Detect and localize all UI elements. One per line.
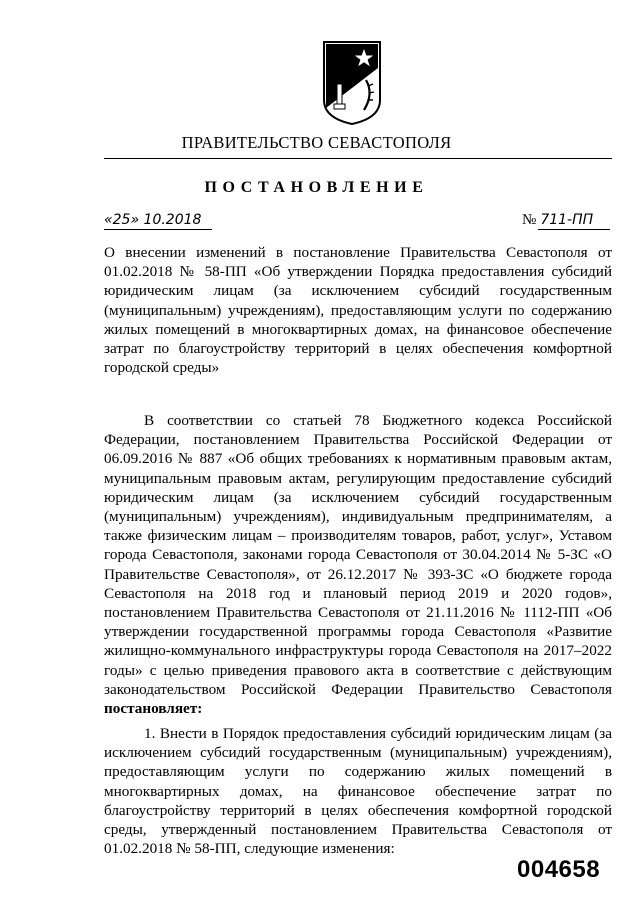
item-1 bbox=[104, 724, 612, 858]
document-number bbox=[522, 212, 593, 229]
preamble-text: В соответствии со статьей 78 Бюджетного кодекса Российской Федерации, постановлением Правительства Российской Федерации от 06.09.2016 № 887 «Об общих требованиях к нормативным правовым актам, муниципальным правовым актам, регулирующим предоставление субсидий юридическим лицам (за исключением субсидий государственным (муниципальным) учреждениям), индивидуальным предпринимателям, а также физическим лицам – производителям товаров, работ, услуг», Уставом города Севастополя, законами города Севастополя от 30.04.2014 № 5-ЗС «О Правительстве Севастополя», от 26.12.2017 № 393-ЗС «О бюджете города Севастополя на 2018 год и плановый период 2019 и 2020 годов», постановлением Правительства Севастополя от 21.11.2016 № 1112-ПП «Об утверждении государственной программы города Севастополя «Развитие жилищно-коммунального инфраструктуры города Севастополя на 2017–2022 годы» с целью приведения правового акта в соответствие с действующим законодательством Российской Федерации Правительство Севастополя bbox=[104, 412, 612, 698]
number-prefix: № bbox=[522, 212, 537, 228]
decree-keyword: постановляет: bbox=[104, 700, 203, 718]
title-text: О внесении изменений в постановление Правительства Севастополя от 01.02.2018 № 58-ПП «Об утверждении Порядка предоставления субсидий юридическим лицам (за исключением субсидий государственным (муниципальным) учреждениям), предоставляющим услуги по содержанию жилых помещений в многоквартирных домах, на финансовое обеспечение затрат по благоустройству территорий в целях обеспечения комфортной городской среды» bbox=[104, 244, 612, 377]
number-underline bbox=[538, 229, 610, 230]
number-value: 711-ПП bbox=[540, 212, 594, 228]
form-serial-number: 004658 bbox=[517, 856, 601, 883]
document-title bbox=[104, 243, 612, 377]
sevastopol-coat-of-arms-icon bbox=[320, 40, 384, 126]
preamble-paragraph bbox=[104, 411, 612, 718]
document-type: ПОСТАНОВЛЕНИЕ bbox=[204, 179, 429, 196]
item-1-text: 1. Внести в Порядок предоставления субсидий юридическим лицам (за исключением субсидий государственным (муниципальным) учреждениям), предоставляющим услуги по содержанию жилых помещений в многоквартирных домах, на финансовое обеспечение затрат по благоустройству территорий в целях обеспечения комфортной городской среды, утвержденный постановлением Правительства Севастополя от 01.02.2018 № 58-ПП, следующие изменения: bbox=[104, 725, 612, 858]
header-divider bbox=[104, 158, 612, 159]
government-name: ПРАВИТЕЛЬСТВО СЕВАСТОПОЛЯ bbox=[181, 133, 452, 152]
date-underline bbox=[104, 229, 212, 230]
preamble bbox=[104, 411, 612, 718]
document-date: «25» 10.2018 bbox=[104, 212, 202, 228]
